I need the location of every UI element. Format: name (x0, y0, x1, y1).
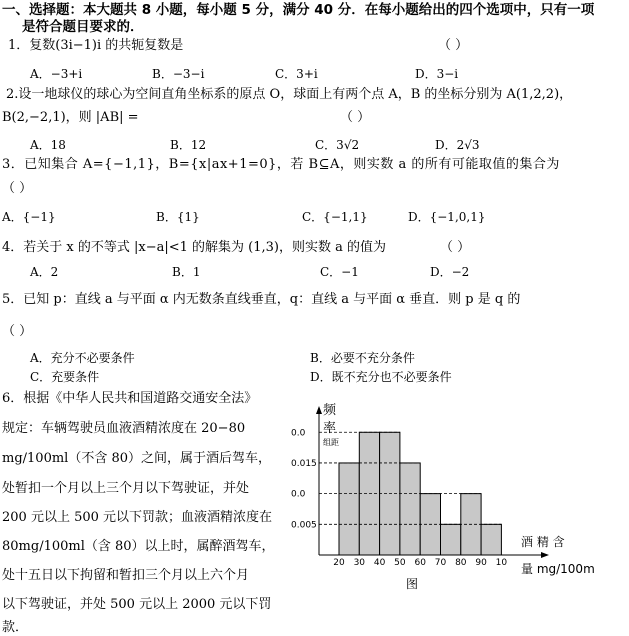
q6-line-3: mg/100ml（不含 80）之间，属于酒后驾车， (2, 451, 272, 466)
q1-stem: 1．复数(3i−1)i 的共轭复数是 (8, 38, 184, 53)
q3-option-b[interactable]: B．{1} (156, 210, 200, 224)
q3-stem: 3．已知集合 A={−1,1}，B={x|ax+1=0}，若 B⊆A，则实数 a 的所有可能取值的集合为 (2, 157, 560, 172)
x-axis-arrow (541, 552, 549, 558)
x-tick-label: 50 (394, 558, 406, 568)
x-tick-label: 70 (434, 558, 447, 568)
q2-stem-line1: 2.设一地球仪的球心为空间直角坐标系的原点 O，球面上有两个点 A，B 的坐标分别为 A(1,2,2)， (6, 87, 573, 102)
histogram-bar (481, 524, 501, 555)
q6-line-6: 80mg/100ml（含 80）以上时，属醉酒驾车， (2, 539, 275, 554)
histogram-bar (339, 463, 359, 555)
q6-line-7: 处十五日以下拘留和暂扣三个月以上六个月 (2, 568, 250, 583)
q3-option-c[interactable]: C．{−1,1} (302, 210, 368, 224)
q3-paren: （ ） (2, 181, 33, 196)
x-axis-label: 量 mg/100m (521, 562, 595, 576)
q5-stem: 5．已知 p：直线 a 与平面 α 内无数条直线垂直，q：直线 a 与平面 α 垂直．则 p 是 q 的 (2, 292, 521, 307)
y-axis-label: 组距 (323, 438, 339, 447)
q5-option-b[interactable]: B．必要不充分条件 (310, 351, 415, 365)
histogram-bar (441, 524, 461, 555)
q2-option-b[interactable]: B．12 (170, 138, 207, 152)
x-tick-label: 80 (455, 558, 467, 568)
q2-option-a[interactable]: A．18 (30, 138, 66, 152)
q3-option-d[interactable]: D．{−1,0,1} (408, 210, 486, 224)
q1-option-c[interactable]: C．3+i (275, 67, 318, 81)
q2-paren: （ ） (340, 110, 371, 125)
q6-line-8: 以下驾驶证，并处 500 元以上 2000 元以下罚 (2, 597, 272, 612)
y-axis-arrow (316, 406, 322, 414)
q4-option-c[interactable]: C．−1 (320, 265, 359, 279)
y-tick-label: 0.015 (291, 458, 317, 469)
x-tick-label: 90 (475, 558, 487, 568)
q2-stem-line2: B(2,−2,1)，则 |AB| = (2, 110, 139, 125)
y-tick-label: 0.0 (291, 428, 306, 439)
q4-paren: （ ） (440, 240, 471, 255)
q5-option-d[interactable]: D．既不充分也不必要条件 (310, 370, 452, 384)
y-tick-label: 0.005 (291, 520, 317, 531)
q6-line-2: 规定：车辆驾驶员血液酒精浓度在 20−80 (2, 421, 246, 436)
q6-line-1: 6．根据《中华人民共和国道路交通安全法》 (2, 391, 258, 406)
q5-option-a[interactable]: A．充分不必要条件 (30, 351, 135, 365)
y-axis-label: 频 (323, 403, 337, 418)
q2-option-d[interactable]: D．2√3 (435, 138, 480, 152)
q4-option-d[interactable]: D．−2 (430, 265, 470, 279)
x-tick-label: 30 (353, 558, 366, 568)
section-heading-line1: 一、选择题：本大题共 8 小题，每小题 5 分，满分 40 分．在每小题给出的四个选项中，只有一项 (2, 2, 595, 18)
x-axis-label: 酒 精 含 (521, 535, 565, 549)
x-tick-label: 60 (414, 558, 426, 568)
q3-option-a[interactable]: A．{−1} (2, 210, 56, 224)
section-heading-line2: 是符合题目要求的． (22, 19, 144, 35)
q5-option-c[interactable]: C．充要条件 (30, 370, 100, 384)
figure-caption: 图 (405, 577, 419, 591)
q2-option-c[interactable]: C．3√2 (315, 138, 360, 152)
q4-stem: 4．若关于 x 的不等式 |x−a|<1 的解集为 (1,3)，则实数 a 的值为 (2, 240, 386, 255)
y-axis-label: 率 (323, 421, 337, 436)
q5-paren: （ ） (2, 324, 33, 339)
q1-option-b[interactable]: B．−3−i (152, 67, 205, 81)
q1-option-a[interactable]: A．−3+i (30, 67, 83, 81)
q6-line-9: 款． (2, 620, 29, 635)
x-tick-label: 10 (495, 558, 508, 568)
q4-option-b[interactable]: B．1 (172, 265, 201, 279)
y-tick-label: 0.0 (291, 489, 306, 500)
x-tick-label: 40 (373, 558, 386, 568)
q1-option-d[interactable]: D．3−i (415, 67, 459, 81)
q6-line-4: 处暂扣一个月以上三个月以下驾驶证，并处 (2, 481, 250, 496)
x-tick-label: 20 (333, 558, 345, 568)
histogram-chart (285, 400, 625, 600)
q1-paren: （ ） (438, 38, 469, 53)
histogram-bar (400, 463, 420, 555)
q4-option-a[interactable]: A．2 (30, 265, 59, 279)
q6-line-5: 200 元以上 500 元以下罚款；血液酒精浓度在 (2, 510, 273, 525)
